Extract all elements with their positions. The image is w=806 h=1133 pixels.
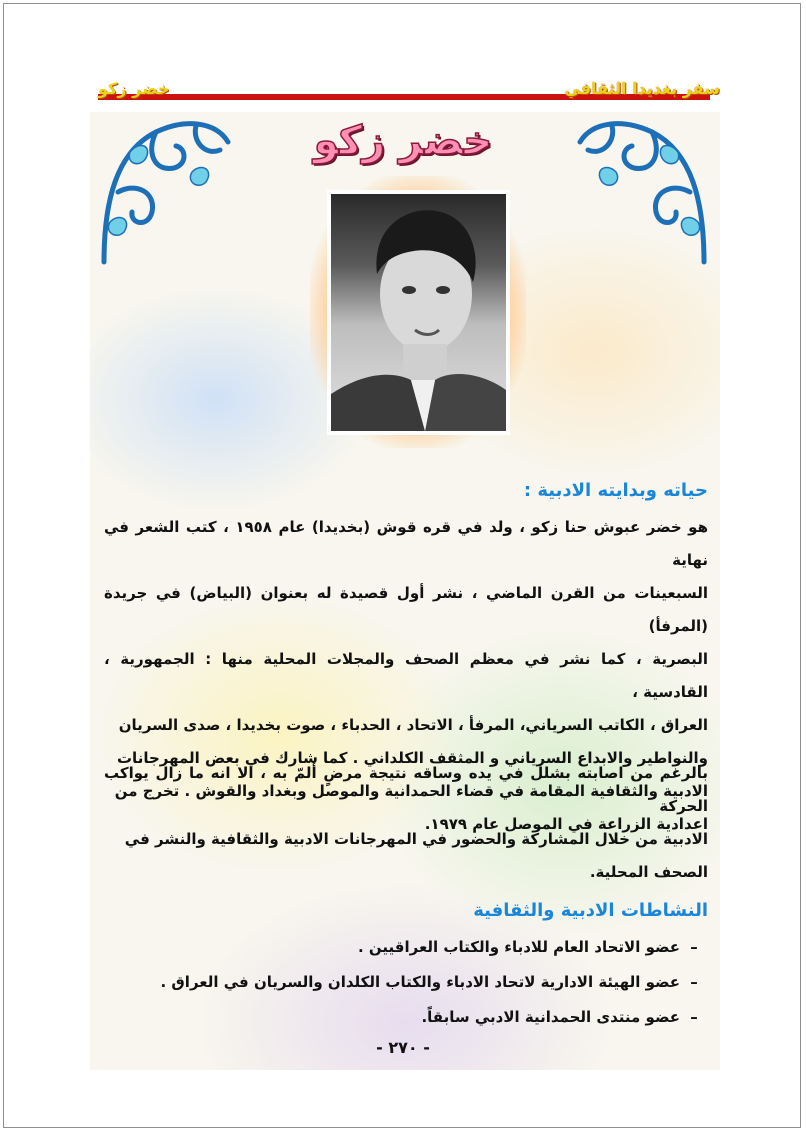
list-item-text: عضو الاتحاد العام للادباء والكتاب العراقيين . xyxy=(358,938,680,956)
bullet-dash: – xyxy=(690,938,698,956)
list-item xyxy=(180,1000,708,1035)
paragraph-line: الصحف المحلية. xyxy=(589,863,708,881)
paragraph-line: الادبية والثقافية المقامة في قضاء الحمدانية والموصل وبغداد والقوش . تخرج من xyxy=(114,782,708,800)
bullet-dash: – xyxy=(690,973,698,991)
bullet-dash: – xyxy=(690,1008,698,1026)
corner-ornament-left xyxy=(96,112,236,272)
paragraph-line: العراق ، الكاتب السرياني، المرفأ ، الاتحاد ، الحدباء ، صوت بخديدا ، صدى السريان xyxy=(118,716,708,734)
biography-heading: حياته وبدايته الادبية : xyxy=(523,480,708,501)
list-item xyxy=(160,965,708,1000)
activities-heading: النشاطات الادبية والثقافية xyxy=(473,900,708,921)
list-item xyxy=(180,930,708,965)
paragraph-line: الادبية من خلال المشاركة والحضور في المهرجانات الادبية والثقافية والنشر في xyxy=(124,830,708,848)
list-item-text: عضو منتدى الحمدانية الادبي سابقاً. xyxy=(421,1008,680,1026)
page-title: خضر زكو xyxy=(313,118,493,164)
activities-list xyxy=(160,930,708,1035)
paragraph-line: اعدادية الزراعة في الموصل عام ١٩٧٩. xyxy=(424,815,708,833)
portrait-image xyxy=(331,194,506,431)
portrait-photo xyxy=(327,190,510,435)
running-header-book-title: سفر بغديدا الثقافي xyxy=(564,79,720,98)
paragraph-line: السبعينات من القرن الماضي ، نشر أول قصيدة له بعنوان (البياض) في جريدة (المرفأ) xyxy=(104,584,708,635)
page-number: - ٢٧٠ - xyxy=(376,1038,430,1057)
paragraph-line: البصرية ، كما نشر في معظم الصحف والمجلات المحلية منها : الجمهورية ، القادسية ، xyxy=(104,650,708,701)
corner-ornament-right xyxy=(572,112,712,272)
biography-paragraph-2 xyxy=(104,757,708,889)
paragraph-line: هو خضر عبوش حنا زكو ، ولد في قره قوش (بخديدا) عام ١٩٥٨ ، كتب الشعر في نهاية xyxy=(104,518,708,569)
list-item-text: عضو الهيئة الادارية لاتحاد الادباء والكتاب الكلدان والسريان في العراق . xyxy=(160,973,680,991)
paragraph-line: والنواطير والابداع السرياني و المثقف الكلداني . كما شارك في بعض المهرجانات xyxy=(116,749,708,767)
running-header-person-name: خضر زكو xyxy=(98,79,170,98)
paragraph-line: بالرغم من اصابته بشلل في يده وساقه نتيجة مرضٍ ألمّ به ، الا انه ما زال يواكب الحركة xyxy=(104,764,708,815)
